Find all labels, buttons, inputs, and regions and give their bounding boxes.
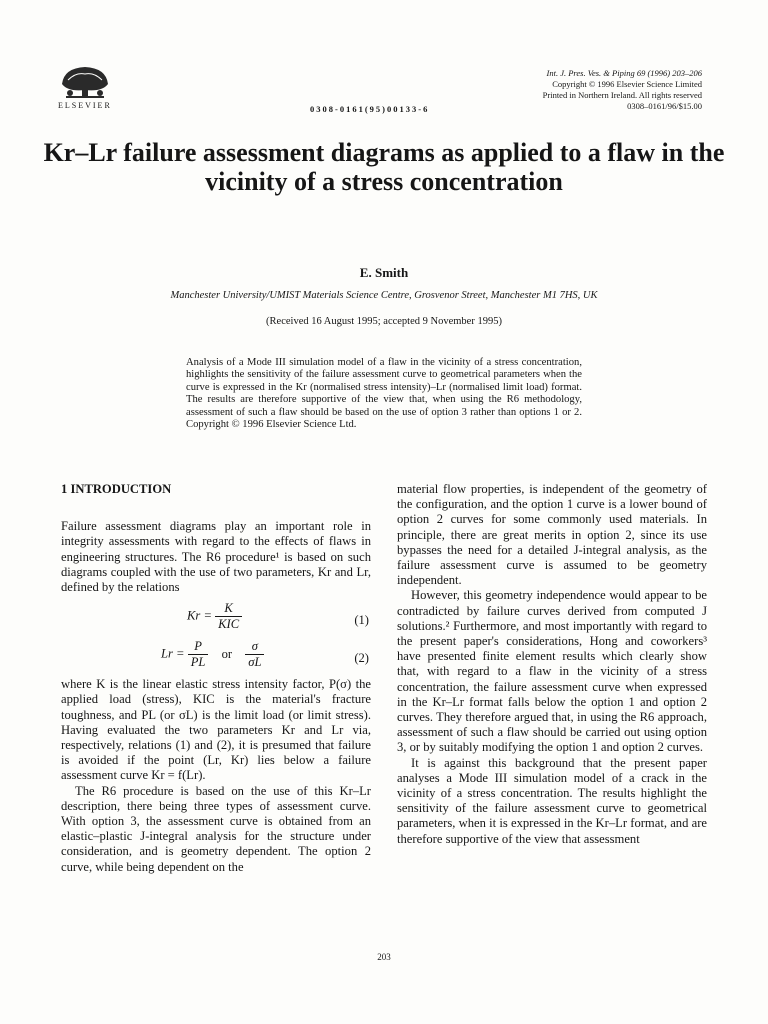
eq2-numerator-1: P bbox=[188, 639, 209, 655]
eq2-fraction-load bbox=[188, 639, 209, 670]
copyright-line: Copyright © 1996 Elsevier Science Limited bbox=[552, 79, 702, 89]
abstract: Analysis of a Mode III simulation model of a flaw in the vicinity of a stress concentration, highlights the sensitivity of the failure assessment curve to geometrical parameters when the curve is expressed in the Kr (normalised stress intensity)–Lr (normalised limit load) format. The results are therefore supportive of the view that, when using the R6 methodology, assessment of such a flaw should be based on the use of option 3 rather than options 1 or 2. Copyright © 1996 Elsevier Science Ltd. bbox=[186, 357, 582, 431]
author-affiliation: Manchester University/UMIST Materials Science Centre, Grosvenor Street, Manchester M1 7HS, UK bbox=[170, 290, 598, 301]
intro-paragraph-1: Failure assessment diagrams play an important role in integrity assessments with regard to the effects of flaws in engineering structures. The R6 procedure¹ is based on such diagrams coupled with the use of two parameters, Kr and Lr, defined by the relations bbox=[61, 519, 371, 595]
received-dates: (Received 16 August 1995; accepted 9 November 1995) bbox=[266, 316, 502, 327]
equation-2 bbox=[61, 639, 371, 677]
publisher-name: ELSEVIER bbox=[58, 101, 112, 110]
eq2-number: (2) bbox=[354, 651, 369, 666]
eq1-denominator: KIC bbox=[218, 617, 240, 632]
doi-code: 0308-0161(95)00133-6 bbox=[310, 104, 430, 114]
section-heading: 1 INTRODUCTION bbox=[61, 482, 172, 496]
intro-paragraph-2: where K is the linear elastic stress intensity factor, P(σ) the applied load (stress), KIC is the material's fracture toughness, and PL (or σL) is the limit load (or limit stress). Having evaluated the two parameters Kr and Lr via, respectively, relations (1) and (2), it is presumed that failure is avoided if the point (Lr, Kr) lies below a failure assessment curve Kr = f(Lr). bbox=[61, 677, 371, 783]
eq2-fraction-stress bbox=[245, 639, 264, 670]
eq2-numerator-2: σ bbox=[245, 639, 264, 655]
eq1-lhs: Kr = bbox=[187, 608, 212, 623]
journal-citation: Int. J. Pres. Ves. & Piping 69 (1996) 203–206 bbox=[546, 68, 702, 78]
eq2-denominator-1: PL bbox=[190, 655, 206, 670]
right-paragraph-2: However, this geometry independence would appear to be contradicted by failure curves derived from computed J solutions.² Furthermore, and most importantly with regard to the present paper's considerations, Hong and coworkers³ have presented finite element results which clearly show that, with regard to a flaw in the vicinity of a stress concentration, the failure assessment curve when expressed in the Kr–Lr format falls below the option 1 and option 2 curves. They therefore argued that, in using the R6 approach, assessment of such a flaw should be carried out using option 3, or by suitably modifying the option 1 and option 2 curves. bbox=[397, 588, 707, 755]
eq2-denominator-2: σL bbox=[248, 655, 262, 670]
left-column bbox=[61, 482, 371, 875]
equation-1 bbox=[61, 601, 371, 639]
author-name: E. Smith bbox=[359, 265, 409, 280]
eq1-numerator: K bbox=[215, 601, 242, 617]
printed-line: Printed in Northern Ireland. All rights reserved bbox=[542, 90, 702, 100]
right-paragraph-3: It is against this background that the present paper analyses a Mode III simulation model of a crack in the vicinity of a stress concentration. The results highlight the sensitivity of the failure assessment curve to geometrical parameters, when it is expressed in the Kr–Lr format, and are therefore supportive of the view that assessment bbox=[397, 755, 707, 846]
intro-paragraph-3: The R6 procedure is based on the use of this Kr–Lr description, there being three types of assessment curve. With option 3, the assessment curve is obtained from an elastic–plastic J-integral analysis for the structure under consideration, and is geometry dependent. The option 2 curve, while being dependent on the bbox=[61, 783, 371, 874]
right-column bbox=[397, 482, 707, 847]
eq2-or: or bbox=[221, 646, 233, 661]
eq2-lhs: Lr = bbox=[161, 646, 185, 661]
eq1-number: (1) bbox=[354, 613, 369, 628]
price-code: 0308–0161/96/$15.00 bbox=[627, 101, 702, 111]
eq1-fraction bbox=[215, 601, 242, 632]
page-number: 203 bbox=[377, 952, 391, 962]
paper-title: Kr–Lr failure assessment diagrams as applied to a flaw in the vicinity of a stress concentration bbox=[43, 138, 725, 196]
journal-info bbox=[462, 68, 702, 112]
right-paragraph-1: material flow properties, is independent of the geometry of the configuration, and the option 1 curve is a lower bound of option 2 curves for some commonly used materials. In principle, there are great merits in option 2, since its use bypasses the need for a detailed J-integral analysis, as the failure assessment curve is assumed to be geometry independent. bbox=[397, 482, 707, 588]
